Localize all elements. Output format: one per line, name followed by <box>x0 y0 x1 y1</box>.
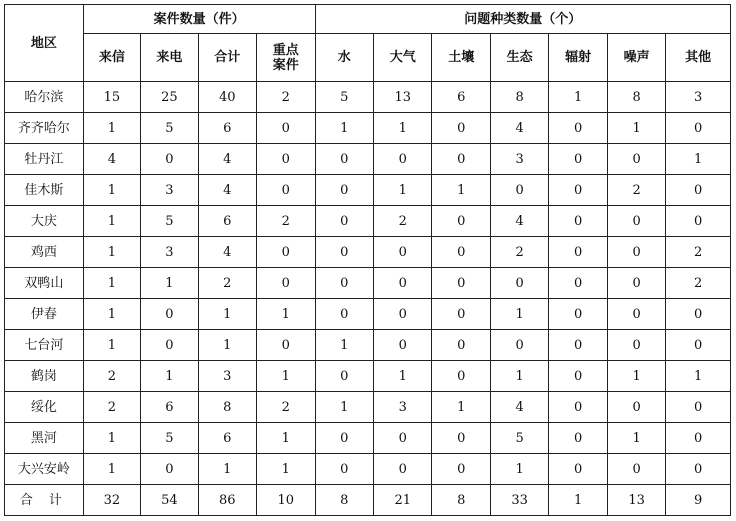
value-cell: 2 <box>607 175 665 206</box>
value-cell: 0 <box>549 113 607 144</box>
value-cell: 0 <box>607 454 665 485</box>
value-cell: 1 <box>315 330 373 361</box>
value-cell: 0 <box>257 268 315 299</box>
value-cell: 0 <box>432 237 490 268</box>
value-cell: 8 <box>198 392 256 423</box>
value-cell: 0 <box>549 268 607 299</box>
value-cell: 0 <box>374 144 432 175</box>
value-cell: 0 <box>257 237 315 268</box>
value-cell: 1 <box>257 454 315 485</box>
complaint-statistics-table-container <box>4 4 731 516</box>
value-cell: 5 <box>141 113 198 144</box>
value-cell: 0 <box>666 423 731 454</box>
value-cell: 0 <box>315 144 373 175</box>
value-cell: 4 <box>83 144 140 175</box>
value-cell: 2 <box>83 361 140 392</box>
region-cell: 鹤岗 <box>5 361 84 392</box>
value-cell: 0 <box>666 330 731 361</box>
value-cell: 0 <box>141 144 198 175</box>
value-cell: 0 <box>141 299 198 330</box>
value-cell: 2 <box>257 392 315 423</box>
region-cell: 牡丹江 <box>5 144 84 175</box>
total-value-cell: 54 <box>141 485 198 516</box>
value-cell: 0 <box>666 113 731 144</box>
value-cell: 1 <box>490 454 548 485</box>
value-cell: 0 <box>432 361 490 392</box>
value-cell: 5 <box>141 423 198 454</box>
value-cell: 2 <box>257 206 315 237</box>
value-cell: 1 <box>666 361 731 392</box>
value-cell: 6 <box>198 206 256 237</box>
value-cell: 0 <box>257 175 315 206</box>
value-cell: 4 <box>198 237 256 268</box>
value-cell: 5 <box>141 206 198 237</box>
col-header-calls: 来电 <box>141 34 198 82</box>
value-cell: 0 <box>315 268 373 299</box>
value-cell: 0 <box>666 299 731 330</box>
region-header: 地区 <box>5 5 84 82</box>
value-cell: 5 <box>315 82 373 113</box>
region-cell: 佳木斯 <box>5 175 84 206</box>
value-cell: 1 <box>83 454 140 485</box>
value-cell: 0 <box>549 299 607 330</box>
table-row <box>5 361 731 392</box>
value-cell: 3 <box>666 82 731 113</box>
value-cell: 40 <box>198 82 256 113</box>
table-row <box>5 237 731 268</box>
region-cell: 七台河 <box>5 330 84 361</box>
region-cell: 黑河 <box>5 423 84 454</box>
value-cell: 0 <box>549 144 607 175</box>
total-value-cell: 32 <box>83 485 140 516</box>
table-row <box>5 330 731 361</box>
value-cell: 6 <box>141 392 198 423</box>
table-row <box>5 423 731 454</box>
value-cell: 6 <box>198 113 256 144</box>
value-cell: 0 <box>257 330 315 361</box>
value-cell: 6 <box>198 423 256 454</box>
value-cell: 0 <box>549 206 607 237</box>
table-row <box>5 113 731 144</box>
col-header-ecology: 生态 <box>490 34 548 82</box>
value-cell: 1 <box>198 454 256 485</box>
region-cell: 双鸭山 <box>5 268 84 299</box>
value-cell: 0 <box>374 268 432 299</box>
value-cell: 0 <box>666 206 731 237</box>
header-row-columns <box>5 34 731 82</box>
table-row <box>5 144 731 175</box>
table-row <box>5 268 731 299</box>
value-cell: 1 <box>141 268 198 299</box>
col-header-air: 大气 <box>374 34 432 82</box>
value-cell: 0 <box>666 454 731 485</box>
value-cell: 1 <box>374 175 432 206</box>
col-header-noise: 噪声 <box>607 34 665 82</box>
value-cell: 0 <box>549 175 607 206</box>
value-cell: 2 <box>490 237 548 268</box>
col-header-soil: 土壤 <box>432 34 490 82</box>
total-value-cell: 33 <box>490 485 548 516</box>
table-row <box>5 299 731 330</box>
value-cell: 1 <box>315 392 373 423</box>
value-cell: 3 <box>490 144 548 175</box>
value-cell: 0 <box>549 423 607 454</box>
value-cell: 1 <box>490 299 548 330</box>
col-header-key-cases: 重点 案件 <box>257 34 315 82</box>
table-row <box>5 175 731 206</box>
value-cell: 0 <box>490 268 548 299</box>
value-cell: 0 <box>257 144 315 175</box>
value-cell: 5 <box>490 423 548 454</box>
value-cell: 0 <box>607 144 665 175</box>
value-cell: 3 <box>141 175 198 206</box>
value-cell: 0 <box>607 206 665 237</box>
value-cell: 0 <box>432 206 490 237</box>
value-cell: 2 <box>666 268 731 299</box>
total-value-cell: 9 <box>666 485 731 516</box>
value-cell: 0 <box>549 237 607 268</box>
value-cell: 1 <box>83 330 140 361</box>
col-header-water: 水 <box>315 34 373 82</box>
value-cell: 2 <box>83 392 140 423</box>
total-value-cell: 10 <box>257 485 315 516</box>
total-value-cell: 1 <box>549 485 607 516</box>
value-cell: 0 <box>315 175 373 206</box>
value-cell: 4 <box>490 206 548 237</box>
value-cell: 1 <box>607 113 665 144</box>
region-cell: 哈尔滨 <box>5 82 84 113</box>
col-header-letters: 来信 <box>83 34 140 82</box>
col-header-radiation: 辐射 <box>549 34 607 82</box>
value-cell: 1 <box>83 423 140 454</box>
value-cell: 2 <box>374 206 432 237</box>
total-row <box>5 485 731 516</box>
table-row <box>5 206 731 237</box>
total-value-cell: 21 <box>374 485 432 516</box>
value-cell: 0 <box>374 330 432 361</box>
value-cell: 1 <box>198 330 256 361</box>
value-cell: 8 <box>490 82 548 113</box>
value-cell: 15 <box>83 82 140 113</box>
col-header-other: 其他 <box>666 34 731 82</box>
value-cell: 6 <box>432 82 490 113</box>
region-cell: 大庆 <box>5 206 84 237</box>
value-cell: 1 <box>83 299 140 330</box>
value-cell: 0 <box>141 454 198 485</box>
value-cell: 0 <box>432 423 490 454</box>
value-cell: 0 <box>374 237 432 268</box>
region-cell: 齐齐哈尔 <box>5 113 84 144</box>
value-cell: 0 <box>549 361 607 392</box>
value-cell: 0 <box>257 113 315 144</box>
value-cell: 1 <box>83 206 140 237</box>
value-cell: 0 <box>607 268 665 299</box>
value-cell: 4 <box>490 392 548 423</box>
value-cell: 25 <box>141 82 198 113</box>
value-cell: 0 <box>549 392 607 423</box>
value-cell: 1 <box>432 392 490 423</box>
total-value-cell: 8 <box>315 485 373 516</box>
total-value-cell: 8 <box>432 485 490 516</box>
value-cell: 1 <box>607 423 665 454</box>
total-value-cell: 13 <box>607 485 665 516</box>
total-label-cell: 合 计 <box>5 485 84 516</box>
table-body <box>5 82 731 516</box>
value-cell: 0 <box>490 330 548 361</box>
value-cell: 1 <box>374 113 432 144</box>
value-cell: 0 <box>315 361 373 392</box>
value-cell: 0 <box>432 113 490 144</box>
value-cell: 4 <box>198 144 256 175</box>
value-cell: 1 <box>257 423 315 454</box>
value-cell: 0 <box>432 268 490 299</box>
value-cell: 0 <box>432 330 490 361</box>
value-cell: 0 <box>374 454 432 485</box>
region-cell: 绥化 <box>5 392 84 423</box>
value-cell: 8 <box>607 82 665 113</box>
header-row-groups <box>5 5 731 34</box>
value-cell: 1 <box>432 175 490 206</box>
value-cell: 1 <box>607 361 665 392</box>
value-cell: 0 <box>666 175 731 206</box>
value-cell: 0 <box>432 144 490 175</box>
value-cell: 0 <box>607 237 665 268</box>
value-cell: 13 <box>374 82 432 113</box>
value-cell: 2 <box>257 82 315 113</box>
value-cell: 1 <box>257 299 315 330</box>
value-cell: 1 <box>315 113 373 144</box>
case-count-group-header: 案件数量（件） <box>83 5 315 34</box>
value-cell: 1 <box>666 144 731 175</box>
value-cell: 1 <box>83 175 140 206</box>
complaint-statistics-table <box>4 4 731 516</box>
region-cell: 大兴安岭 <box>5 454 84 485</box>
value-cell: 0 <box>432 299 490 330</box>
value-cell: 0 <box>374 423 432 454</box>
region-cell: 伊春 <box>5 299 84 330</box>
value-cell: 0 <box>374 299 432 330</box>
value-cell: 0 <box>666 392 731 423</box>
value-cell: 0 <box>432 454 490 485</box>
value-cell: 0 <box>549 330 607 361</box>
value-cell: 3 <box>198 361 256 392</box>
value-cell: 0 <box>315 454 373 485</box>
value-cell: 4 <box>490 113 548 144</box>
value-cell: 0 <box>549 454 607 485</box>
value-cell: 0 <box>315 299 373 330</box>
value-cell: 0 <box>607 392 665 423</box>
table-row <box>5 392 731 423</box>
total-value-cell: 86 <box>198 485 256 516</box>
value-cell: 1 <box>374 361 432 392</box>
value-cell: 1 <box>83 237 140 268</box>
value-cell: 1 <box>549 82 607 113</box>
value-cell: 1 <box>83 268 140 299</box>
value-cell: 4 <box>198 175 256 206</box>
value-cell: 0 <box>607 330 665 361</box>
value-cell: 0 <box>607 299 665 330</box>
value-cell: 1 <box>490 361 548 392</box>
value-cell: 2 <box>198 268 256 299</box>
value-cell: 0 <box>490 175 548 206</box>
value-cell: 0 <box>315 423 373 454</box>
issue-type-group-header: 问题种类数量（个） <box>315 5 730 34</box>
value-cell: 1 <box>257 361 315 392</box>
value-cell: 1 <box>141 361 198 392</box>
table-row <box>5 454 731 485</box>
value-cell: 1 <box>83 113 140 144</box>
value-cell: 3 <box>374 392 432 423</box>
value-cell: 0 <box>315 237 373 268</box>
value-cell: 1 <box>198 299 256 330</box>
value-cell: 0 <box>141 330 198 361</box>
col-header-case-total: 合计 <box>198 34 256 82</box>
value-cell: 0 <box>315 206 373 237</box>
region-cell: 鸡西 <box>5 237 84 268</box>
value-cell: 2 <box>666 237 731 268</box>
value-cell: 3 <box>141 237 198 268</box>
table-row <box>5 82 731 113</box>
